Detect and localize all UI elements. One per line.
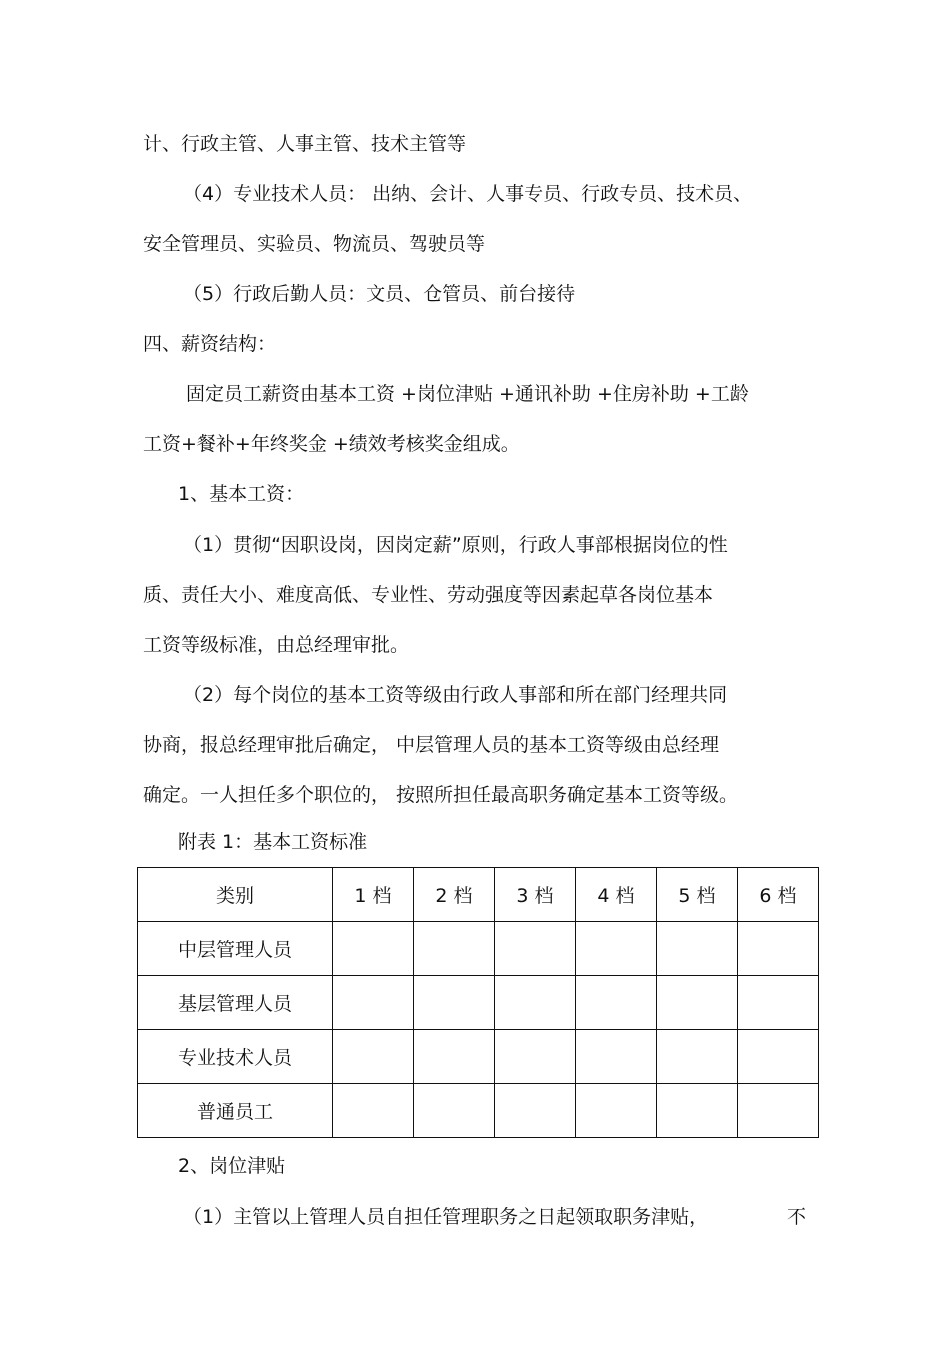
section-heading: 四、薪资结构：: [143, 333, 277, 355]
paragraph-line: 工资等级标准，由总经理审批。: [143, 634, 410, 656]
table-cell: [333, 976, 414, 1030]
table-caption: 附表 1：基本工资标准: [178, 831, 368, 853]
table-cell: [333, 922, 414, 976]
paragraph-line: （1）贯彻“因职设岗，因岗定薪”原则，行政人事部根据岗位的性: [183, 534, 728, 556]
paragraph-line: （1）主管以上管理人员自担任管理职务之日起领取职务津贴，: [183, 1206, 709, 1228]
table-row-category: 中层管理人员: [138, 922, 333, 976]
paragraph-line: 协商，报总经理审批后确定， 中层管理人员的基本工资等级由总经理: [143, 734, 720, 756]
paragraph-line: （2）每个岗位的基本工资等级由行政人事部和所在部门经理共同: [183, 684, 728, 706]
table-row: [138, 976, 819, 1030]
table-cell: [657, 922, 738, 976]
table-cell: [495, 922, 576, 976]
paragraph-line: 计、行政主管、人事主管、技术主管等: [143, 133, 467, 155]
table-cell: [738, 922, 819, 976]
table-cell: [657, 1084, 738, 1138]
paragraph-line: （5）行政后勤人员：文员、仓管员、前台接待: [183, 283, 576, 305]
paragraph-line: 安全管理员、实验员、物流员、驾驶员等: [143, 233, 486, 255]
paragraph-line: 确定。一人担任多个职位的， 按照所担任最高职务确定基本工资等级。: [143, 784, 739, 806]
table-header-cell: 5 档: [657, 868, 738, 922]
table-cell: [738, 1030, 819, 1084]
paragraph-line: （4）专业技术人员： 出纳、会计、人事专员、行政专员、技术员、: [183, 183, 753, 205]
table-row-category: 普通员工: [138, 1084, 333, 1138]
table-cell: [657, 976, 738, 1030]
base-wage-table: [137, 867, 819, 1138]
table-header-cell: 6 档: [738, 868, 819, 922]
table-cell: [333, 1030, 414, 1084]
table-cell: [414, 1084, 495, 1138]
table-row: [138, 1030, 819, 1084]
table-cell: [738, 976, 819, 1030]
table-header-cell: 1 档: [333, 868, 414, 922]
table-cell: [414, 976, 495, 1030]
paragraph-line-tail: 不: [787, 1206, 807, 1228]
table-header-cell: 类别: [138, 868, 333, 922]
table-header-cell: 4 档: [576, 868, 657, 922]
table-cell: [333, 1084, 414, 1138]
table-cell: [576, 922, 657, 976]
table-cell: [657, 1030, 738, 1084]
table-row-category: 专业技术人员: [138, 1030, 333, 1084]
table-header-cell: 2 档: [414, 868, 495, 922]
table-header-row: [138, 868, 819, 922]
table-cell: [414, 1030, 495, 1084]
table-header-cell: 3 档: [495, 868, 576, 922]
table-cell: [495, 1084, 576, 1138]
table-cell: [495, 976, 576, 1030]
table-row: [138, 922, 819, 976]
table-cell: [414, 922, 495, 976]
table-row: [138, 1084, 819, 1138]
paragraph-line: 工资+餐补+年终奖金 +绩效考核奖金组成。: [143, 433, 520, 455]
table-row-category: 基层管理人员: [138, 976, 333, 1030]
table-cell: [576, 1084, 657, 1138]
paragraph-line: 固定员工薪资由基本工资 +岗位津贴 +通讯补助 +住房补助 +工龄: [186, 383, 749, 405]
paragraph-line: 质、责任大小、难度高低、专业性、劳动强度等因素起草各岗位基本: [143, 584, 714, 606]
table-cell: [738, 1084, 819, 1138]
table-cell: [576, 1030, 657, 1084]
table-cell: [576, 976, 657, 1030]
subsection-heading: 2、岗位津贴: [178, 1155, 286, 1177]
subsection-heading: 1、基本工资：: [178, 483, 305, 505]
table-cell: [495, 1030, 576, 1084]
